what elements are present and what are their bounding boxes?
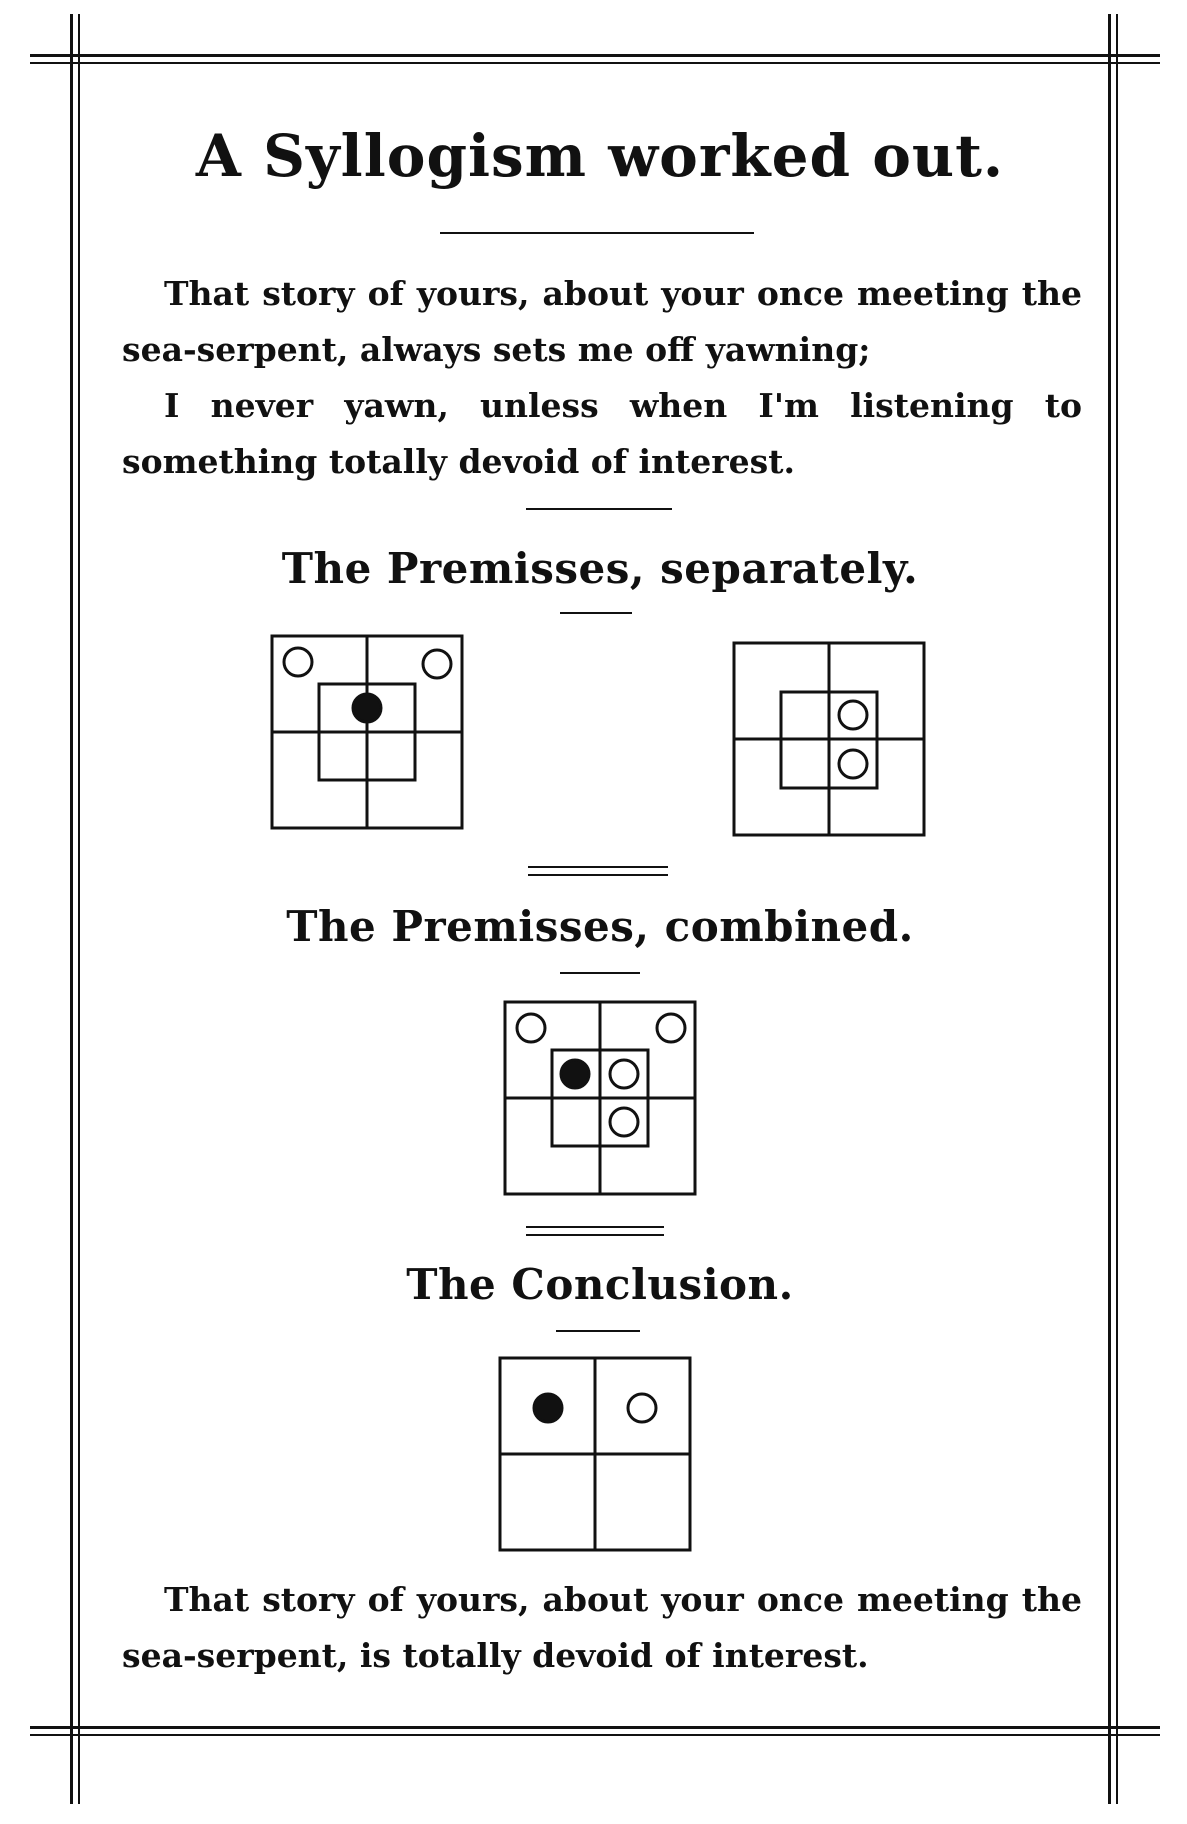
combined-heading-block <box>120 902 1080 951</box>
frame-right-rule-2 <box>1116 14 1118 1804</box>
frame-bottom-rule-2 <box>30 1734 1160 1736</box>
frame-left-rule-1 <box>70 14 73 1804</box>
frame-left-rule-2 <box>78 14 80 1804</box>
combined-double-rule-2 <box>526 1234 664 1236</box>
counter-empty <box>284 648 312 676</box>
heading-conclusion: The Conclusion. <box>406 1260 794 1309</box>
counter-empty <box>517 1014 545 1042</box>
counter-full <box>561 1060 589 1088</box>
premises-paragraph <box>122 266 1082 490</box>
conclusion-heading-block <box>120 1260 1080 1309</box>
premise-2: I never yawn, unless when I'm listening to something totally devoid of interest. <box>122 386 1082 481</box>
diagram-separate-second <box>734 643 926 837</box>
page-title: A Syllogism worked out. <box>195 122 1005 190</box>
separately-underline <box>560 612 632 614</box>
counter-empty <box>839 701 867 729</box>
combined-underline <box>560 972 640 974</box>
separately-double-rule-1 <box>528 866 668 868</box>
title-separator <box>440 232 754 234</box>
diagram-conclusion <box>500 1358 692 1552</box>
conclusion-underline <box>556 1330 640 1332</box>
frame-bottom-rule-1 <box>30 1726 1160 1729</box>
diagram-separate-first <box>272 636 464 830</box>
conclusion-paragraph <box>122 1572 1082 1684</box>
conclusion-statement: That story of yours, about your once meeting the sea-serpent, is totally devoid of interest. <box>122 1580 1082 1675</box>
counter-empty <box>657 1014 685 1042</box>
separately-heading-block <box>120 544 1080 593</box>
counter-empty <box>610 1108 638 1136</box>
premises-separator <box>526 508 672 510</box>
counter-empty <box>610 1060 638 1088</box>
combined-double-rule-1 <box>526 1226 664 1228</box>
counter-empty <box>423 650 451 678</box>
frame-top-rule-2 <box>30 62 1160 64</box>
heading-combined: The Premisses, combined. <box>286 902 914 951</box>
diagram-combined <box>505 1002 697 1196</box>
counter-empty <box>839 750 867 778</box>
heading-separately: The Premisses, separately. <box>281 544 919 593</box>
frame-right-rule-1 <box>1108 14 1111 1804</box>
counter-full <box>534 1394 562 1422</box>
premise-1: That story of yours, about your once meeting the sea-serpent, always sets me off yawning; <box>122 274 1082 369</box>
counter-full <box>353 694 381 722</box>
frame-top-rule-1 <box>30 54 1160 57</box>
title-block <box>120 122 1080 190</box>
counter-empty <box>628 1394 656 1422</box>
separately-double-rule-2 <box>528 874 668 876</box>
